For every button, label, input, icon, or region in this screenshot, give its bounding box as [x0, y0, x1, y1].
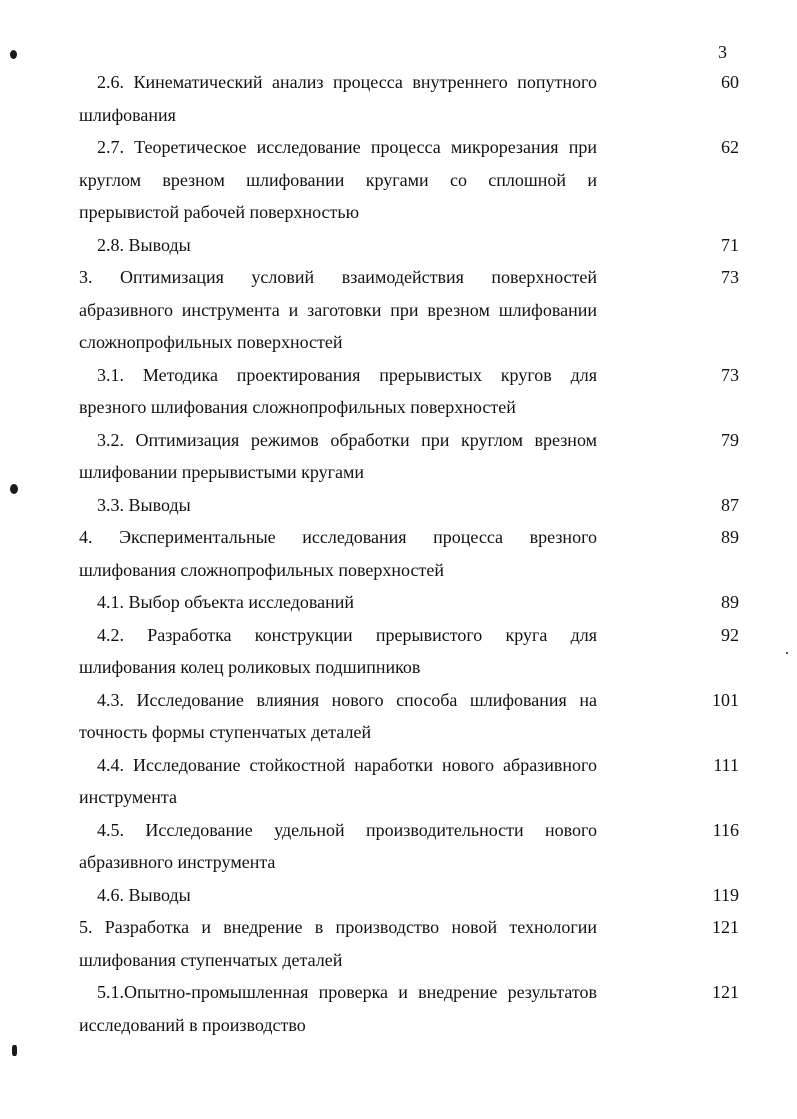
toc-entry[interactable] — [0, 911, 797, 976]
toc-entry-page: 87 — [721, 494, 739, 515]
toc-entry-title: 4.1. Выбор объекта исследований — [97, 592, 355, 612]
toc-entry[interactable] — [0, 261, 797, 359]
scan-mark — [10, 50, 17, 59]
toc-entry-title: 5.1.Опытно-промышленная проверка и внедрение результатов исследований в производство — [79, 982, 597, 1035]
toc-entry[interactable] — [0, 619, 797, 684]
toc-entry[interactable] — [0, 131, 797, 229]
toc-entry[interactable] — [0, 814, 797, 879]
toc-entry-title: 4.2. Разработка конструкции прерывистого круга для шлифования колец роликовых подшипников — [79, 624, 597, 677]
toc-entry[interactable] — [0, 521, 797, 586]
toc-entry-title: 3.3. Выводы — [97, 494, 191, 515]
toc-entry-title: 4.6. Выводы — [97, 884, 191, 905]
toc-entry-title: 3.2. Оптимизация режимов обработки при круглом врезном шлифовании прерывистыми кругами — [79, 429, 597, 482]
toc-entry-title: 2.7. Теоретическое исследование процесса микрорезания при круглом врезном шлифовании кругами со сплошной и прерывистой рабочей поверхностью — [79, 137, 597, 222]
scan-mark — [12, 1045, 17, 1056]
toc-entry-page: 121 — [712, 982, 739, 1002]
toc-entry-page: 71 — [721, 234, 739, 255]
toc-entry-title: 2.8. Выводы — [97, 234, 191, 255]
toc-entry[interactable] — [0, 489, 797, 522]
toc-entry[interactable] — [0, 879, 797, 912]
toc-entry[interactable] — [0, 66, 797, 131]
toc-entry-page: 89 — [721, 592, 739, 612]
toc-entry-page: 92 — [721, 624, 739, 645]
toc-entry-page: 89 — [721, 527, 739, 547]
toc-entry-title: 4. Экспериментальные исследования процесса врезного шлифования сложнопрофильных поверхностей — [79, 527, 597, 580]
toc-entry-title: 3.1. Методика проектирования прерывистых кругов для врезного шлифования сложнопрофильных поверхностей — [79, 364, 597, 417]
toc-entry[interactable] — [0, 749, 797, 814]
toc-entry-title: 5. Разработка и внедрение в производство новой технологии шлифования ступенчатых деталей — [79, 917, 597, 970]
toc-entry-page: 79 — [721, 429, 739, 450]
toc-entry-page: 60 — [721, 72, 739, 92]
table-of-contents — [0, 66, 797, 1041]
toc-entry-title: 2.6. Кинематический анализ процесса внутреннего попутного шлифования — [79, 72, 597, 125]
toc-entry-page: 116 — [712, 819, 739, 840]
toc-entry-title: 4.4. Исследование стойкостной наработки нового абразивного инструмента — [79, 754, 597, 807]
toc-entry-title: 4.3. Исследование влияния нового способа шлифования на точность формы ступенчатых деталей — [79, 689, 597, 742]
toc-entry-title: 3. Оптимизация условий взаимодействия поверхностей абразивного инструмента и заготовки при врезном шлифовании сложнопрофильных поверхностей — [79, 267, 597, 352]
toc-entry-page: 73 — [721, 267, 739, 287]
page-number: 3 — [718, 42, 727, 62]
toc-entry-page: 111 — [713, 754, 739, 775]
toc-entry-page: 62 — [721, 137, 739, 157]
toc-entry[interactable] — [0, 424, 797, 489]
toc-entry-title: 4.5. Исследование удельной производительности нового абразивного инструмента — [79, 819, 597, 872]
toc-entry[interactable] — [0, 684, 797, 749]
toc-entry[interactable] — [0, 359, 797, 424]
toc-entry-page: 119 — [712, 884, 739, 905]
toc-entry-page: 121 — [712, 917, 739, 937]
toc-entry[interactable] — [0, 586, 797, 619]
toc-entry-page: 101 — [712, 689, 739, 710]
toc-entry[interactable] — [0, 976, 797, 1041]
toc-entry-page: 73 — [721, 364, 739, 385]
toc-entry[interactable] — [0, 229, 797, 262]
